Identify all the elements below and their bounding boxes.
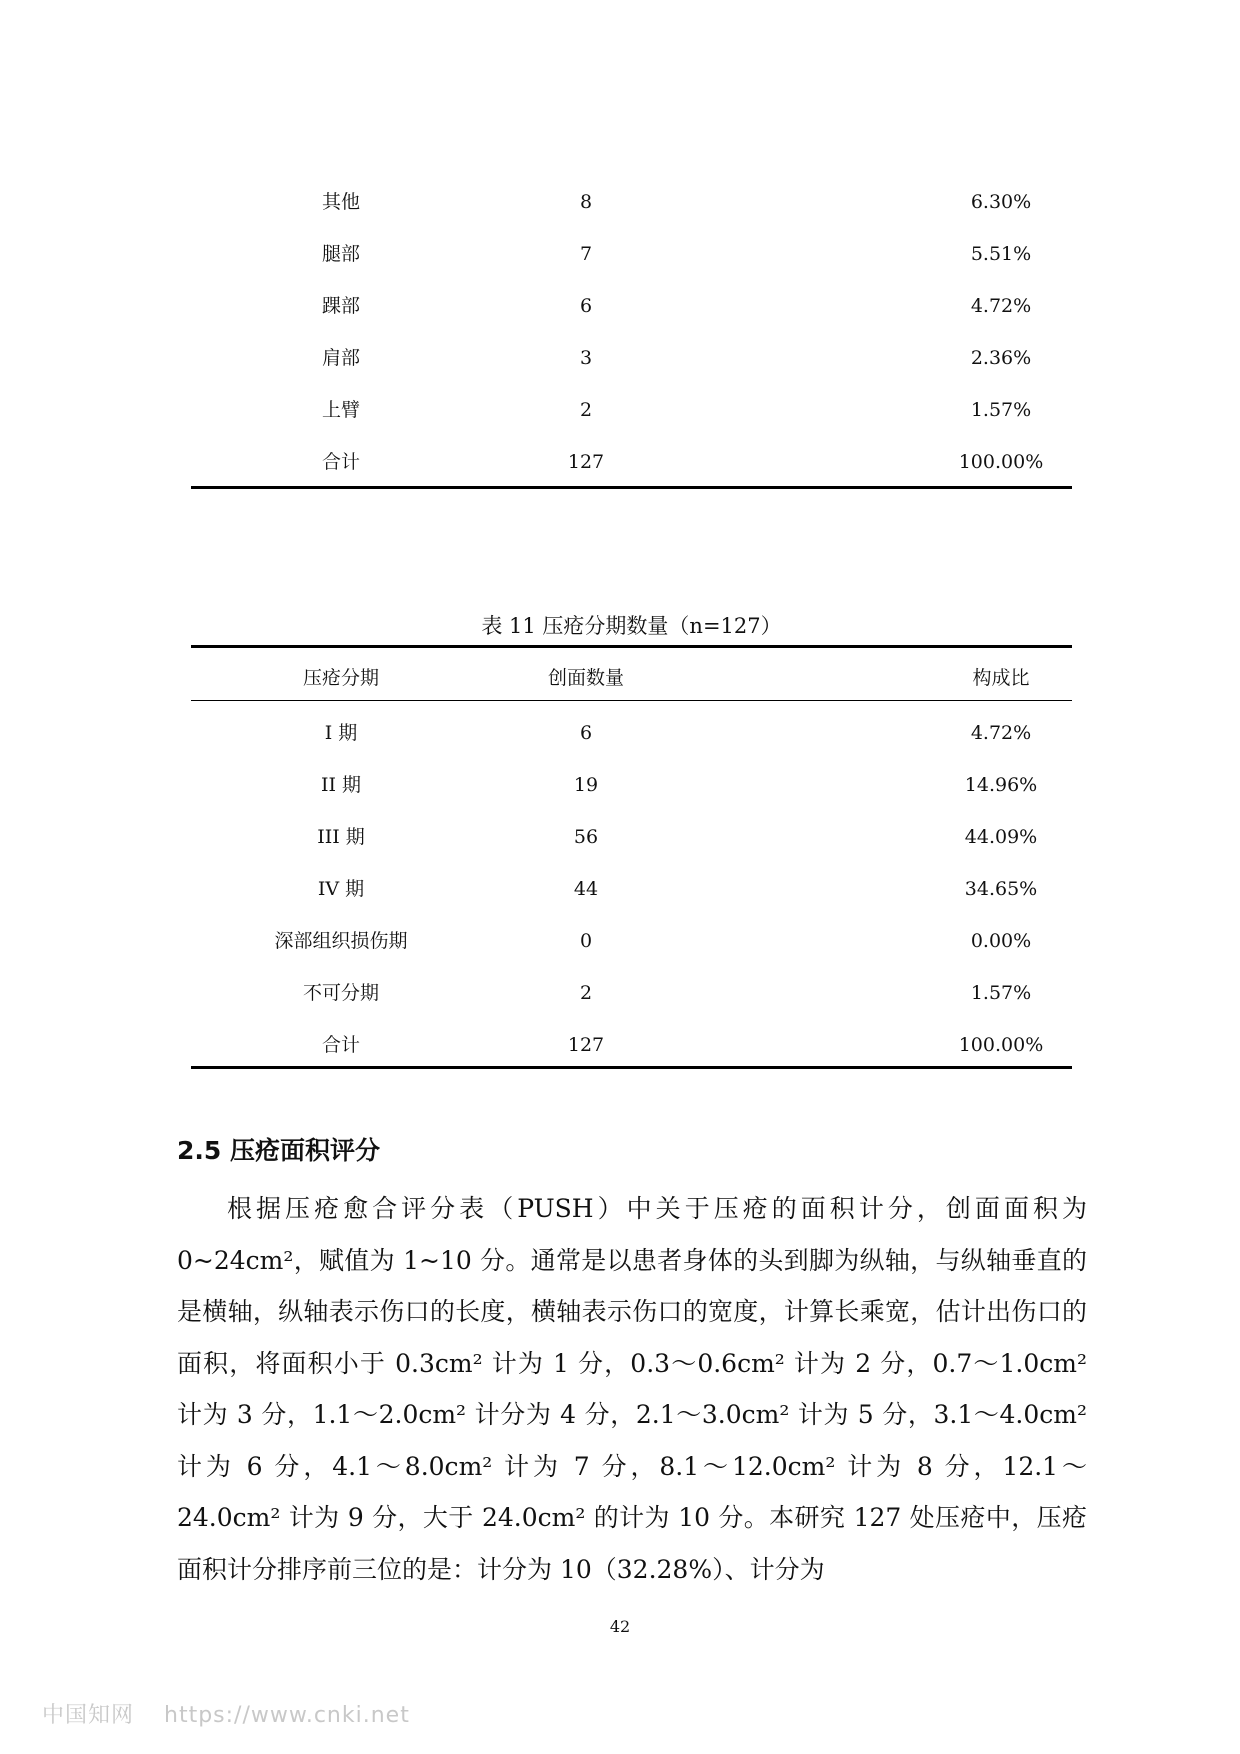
table-header-row — [191, 663, 1072, 693]
table-cell: 踝部 — [321, 295, 360, 317]
section-heading: 2.5 压疮面积评分 — [177, 1136, 380, 1165]
table-cell: 5.51% — [970, 243, 1032, 265]
table-cell: 100.00% — [958, 1034, 1044, 1056]
table-top-rule — [191, 645, 1072, 648]
table-cell: 合计 — [321, 1034, 360, 1056]
table-cell: 1.57% — [970, 982, 1032, 1004]
table-cell: 肩部 — [321, 347, 360, 369]
table-bottom-rule — [191, 486, 1072, 489]
table-cell: 2.36% — [970, 347, 1032, 369]
table-cell: 14.96% — [964, 774, 1038, 796]
table-row — [191, 187, 1072, 217]
paragraph-text: 根据压疮愈合评分表（PUSH）中关于压疮的面积计分，创面面积为0~24cm²，赋值为 1~10 分。通常是以患者身体的头到脚为纵轴，与纵轴垂直的是横轴，纵轴表示伤口的长度，横轴表示伤口的宽度，计算长乘宽，估计出伤口的面积，将面积小于 0.3cm² 计为 1 分，0.3～0.6cm² 计为 2 分，0.7～1.0cm² 计为 3 分，1.1～2.0cm² 计分为 4 分，2.1～3.0cm² 计为 5 分，3.1～4.0cm² 计为 6 分，4.1～8.0cm² 计为 7 分，8.1～12.0cm² 计为 8 分，12.1～24.0cm² 计为 9 分，大于 24.0cm² 的计为 10 分。本研究 127 处压疮中，压疮面积计分排序前三位的是：计分为 10（32.28%）、计分为 — [177, 1194, 1088, 1584]
table-cell: 1.57% — [970, 399, 1032, 421]
table-cell: 127 — [567, 1034, 605, 1056]
table-cell: 6 — [579, 295, 593, 317]
table-cell: 0.00% — [970, 930, 1032, 952]
table-cell: 6.30% — [970, 191, 1032, 213]
table-cell: 34.65% — [964, 878, 1038, 900]
table-cell: 100.00% — [958, 451, 1044, 473]
table-cell: 2 — [579, 982, 593, 1004]
table-cell: 4.72% — [970, 722, 1032, 744]
table-cell: 不可分期 — [302, 982, 379, 1004]
watermark-brand: 中国知网 — [42, 1703, 135, 1728]
table-cell: 0 — [579, 930, 593, 952]
table-cell: 3 — [579, 347, 593, 369]
table-caption: 表 11 压疮分期数量（n=127） — [481, 614, 782, 638]
table-row — [191, 718, 1072, 748]
page-number: 42 — [609, 1617, 631, 1636]
table-cell: 腿部 — [321, 243, 360, 265]
table-header-cell: 压疮分期 — [302, 667, 379, 689]
table-cell: 127 — [567, 451, 605, 473]
table-cell: 19 — [573, 774, 599, 796]
table-cell: III 期 — [317, 826, 365, 848]
table-cell: 深部组织损伤期 — [274, 930, 408, 952]
table-cell: 44 — [573, 878, 599, 900]
table-cell: 8 — [579, 191, 593, 213]
cnki-watermark — [42, 1698, 440, 1729]
table-cell: IV 期 — [317, 878, 365, 900]
table-cell: 6 — [579, 722, 593, 744]
table-cell: 7 — [579, 243, 593, 265]
table-row — [191, 291, 1072, 321]
table-cell: 其他 — [321, 191, 360, 213]
table-row — [191, 926, 1072, 956]
table-row — [191, 770, 1072, 800]
table-header-rule — [191, 700, 1072, 701]
table-row — [191, 239, 1072, 269]
watermark-url: https://www.cnki.net — [164, 1703, 410, 1728]
table-bottom-rule — [191, 1066, 1072, 1069]
table-cell: I 期 — [324, 722, 358, 744]
table-row-total — [191, 1030, 1072, 1060]
table-cell: 44.09% — [964, 826, 1038, 848]
table-cell: 上臂 — [321, 399, 360, 421]
table-cell: 合计 — [321, 451, 360, 473]
table-cell: II 期 — [320, 774, 362, 796]
table-cell: 56 — [573, 826, 599, 848]
table-row — [191, 395, 1072, 425]
table-row-total — [191, 447, 1072, 477]
table-cell: 2 — [579, 399, 593, 421]
table-row — [191, 822, 1072, 852]
table-header-cell: 创面数量 — [547, 667, 624, 689]
table-row — [191, 978, 1072, 1008]
table-row — [191, 874, 1072, 904]
body-paragraph — [177, 1183, 1087, 1595]
table-cell: 4.72% — [970, 295, 1032, 317]
table-row — [191, 343, 1072, 373]
table-header-cell: 构成比 — [972, 667, 1030, 689]
